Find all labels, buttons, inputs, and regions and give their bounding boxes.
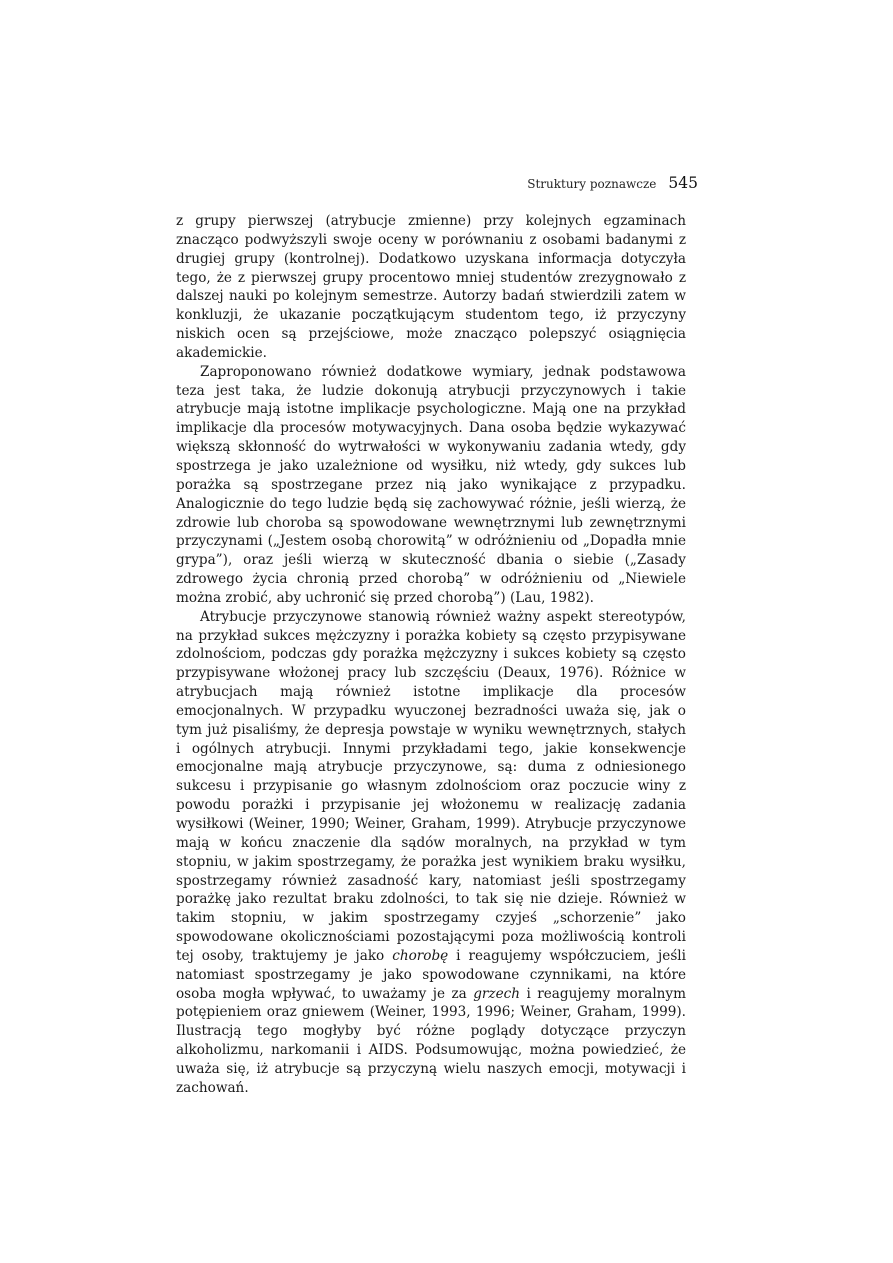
paragraph-3-emphasis-grzech: grzech — [473, 985, 520, 1002]
paragraph-3-emphasis-choroba: chorobę — [392, 947, 449, 964]
paragraph-3-text-1: Atrybucje przyczynowe stanowią również ważny aspekt stereotypów, na przykład sukces mężczyzny i porażka kobiety są często przypisywane zdolnościom, podczas gdy porażka mężczyzny i sukces kobiety są często przypisywane włożonej pracy lub szczęściu (Deaux, 1976). Różnice w atrybucjach mają również istotne implikacje dla procesów emocjonalnych. W przypadku wyuczonej bezradności uważa się, jak o tym już pisaliśmy, że depresja powstaje w wyniku wewnętrznych, stałych i ogólnych atrybucji. Innymi przykładami tego, jakie konsekwencje emocjonalne mają atrybucje przyczynowe, są: duma z odniesionego sukcesu i przypisanie go własnym zdolnościom oraz poczucie winy z powodu porażki i przypisanie jej włożonemu w realizację zadania wysiłkowi (Weiner, 1990; Weiner, Graham, 1999). Atrybucje przyczynowe mają w końcu znaczenie dla sądów moralnych, na przykład w tym stopniu, w jakim spostrzegamy, że porażka jest wynikiem braku wysiłku, spostrzegamy również zasadność kary, natomiast jeśli spostrzegamy porażkę jako rezultat braku zdolności, to tak się nie dzieje. Również w takim stopniu, w jakim spostrzegamy czyjeś „schorzenie” jako spowodowane okolicznościami pozostającymi poza możliwością kontroli tej osoby, traktujemy je jako — [176, 608, 686, 964]
running-title: Struktury poznawcze — [527, 177, 657, 191]
paragraph-1: z grupy pierwszej (atrybucje zmienne) przy kolejnych egzaminach znacząco podwyższyli swoje oceny w porównaniu z osobami badanymi z drugiej grupy (kontrolnej). Dodatkowo uzyskana informacja dotyczyła tego, że z pierwszej grupy procentowo mniej studentów zrezygnowało z dalszej nauki po kolejnym semestrze. Autorzy badań stwierdzili zatem w konkluzji, że ukazanie początkującym studentom tego, iż przyczyny niskich ocen są przejściowe, może znacząco polepszyć osiągnięcia akademickie. — [176, 213, 686, 361]
page-number: 545 — [668, 174, 698, 192]
paragraph-3-text-2: i reagujemy współczuciem, jeśli natomiast spostrzegamy je jako spowodowane czynnikami, na które osoba mogła wpływać, to uważamy je za — [176, 947, 686, 1002]
paragraph-3 — [176, 608, 686, 1098]
body-text — [176, 212, 686, 1098]
paragraph-3-text-3: i reagujemy moralnym potępieniem oraz gniewem (Weiner, 1993, 1996; Weiner, Graham, 1999). Ilustracją tego mogłyby być różne poglądy dotyczące przyczyn alkoholizmu, narkomanii i AIDS. Podsumowując, można powiedzieć, że uważa się, iż atrybucje są przyczyną wielu naszych emocji, motywacji i zachowań. — [176, 985, 686, 1096]
paragraph-2: Zaproponowano również dodatkowe wymiary, jednak podstawowa teza jest taka, że ludzie dokonują atrybucji przyczynowych i takie atrybucje mają istotne implikacje psychologiczne. Mają one na przykład implikacje dla procesów motywacyjnych. Dana osoba będzie wykazywać większą skłonność do wytrwałości w wykonywaniu zadania wtedy, gdy spostrzega je jako uzależnione od wysiłku, niż wtedy, gdy sukces lub porażka są spostrzegane przez nią jako wynikające z przypadku. Analogicznie do tego ludzie będą się zachowywać różnie, jeśli wierzą, że zdrowie lub choroba są spowodowane wewnętrznymi lub zewnętrznymi przyczynami („Jestem osobą chorowitą” w odróżnieniu od „Dopadła mnie grypa”), oraz jeśli wierzą w skuteczność dbania o siebie („Zasady zdrowego życia chronią przed chorobą” w odróżnieniu od „Niewiele można zrobić, aby uchronić się przed chorobą”) (Lau, 1982). — [176, 363, 686, 606]
page-header — [176, 174, 698, 192]
